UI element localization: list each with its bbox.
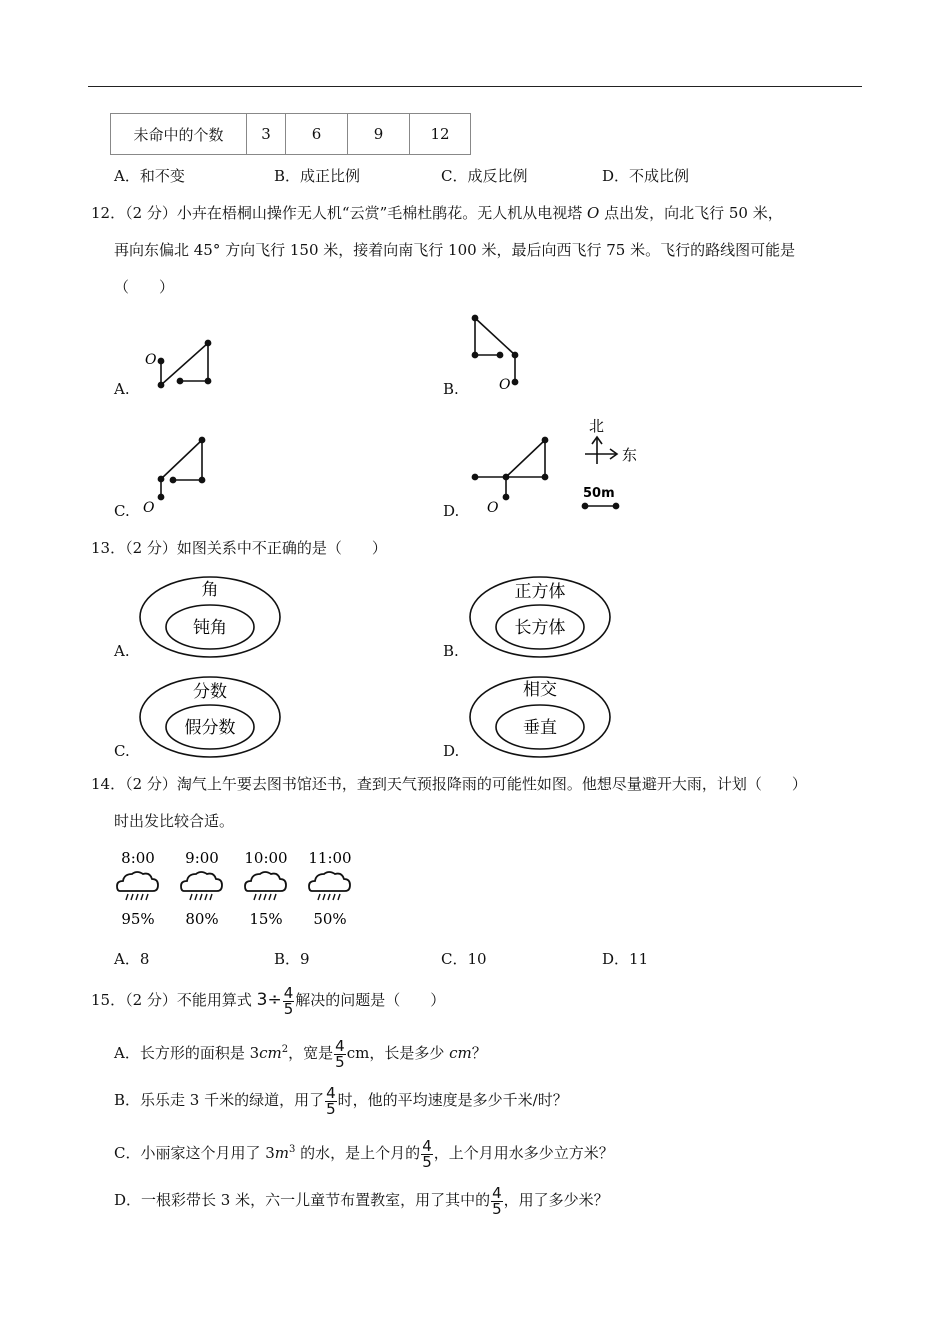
q13-option-d-label[interactable]: D.: [443, 742, 460, 760]
q11-option-b[interactable]: B．成正比例: [274, 167, 361, 185]
q15-option-c[interactable]: C．小丽家这个月用了 $3m^3$ 的水，是上个月的 $\frac{4}{5}$ ，上个月用水多少立方米？: [114, 1136, 614, 1171]
fraction: $\frac{4}{5}$: [492, 1183, 502, 1218]
rain-icon: [318, 894, 340, 900]
rain-forecast-item: [176, 848, 236, 933]
origin-label: O: [499, 377, 511, 393]
q12-stem-line2: 再向东偏北 45° 方向飞行 150 米，接着向南飞行 100 米，最后向西飞行 75 米。飞行的路线图可能是: [114, 241, 796, 259]
venn-diagram-b: [468, 575, 613, 660]
q14-stem-line2: 时出发比较合适。: [114, 812, 235, 830]
route-diagram-b: [465, 310, 545, 395]
missed-count-table: [110, 113, 471, 155]
forecast-time: 9:00: [185, 849, 219, 867]
q12-option-a-label[interactable]: A.: [114, 380, 130, 398]
q12-option-d-label[interactable]: D.: [443, 502, 460, 520]
q11-option-d[interactable]: D．不成比例: [602, 167, 690, 185]
fraction: $\frac{4}{5}$: [335, 1036, 345, 1071]
q12-stem-line3: （ ）: [114, 278, 175, 296]
cloud-icon: [117, 872, 158, 891]
q14-option-a[interactable]: A．8: [114, 950, 150, 968]
route-diagram-c: [140, 432, 220, 517]
table-header-cell: 未命中的个数: [111, 114, 247, 155]
rain-probability: 80%: [185, 910, 219, 928]
rain-probability: 15%: [249, 910, 283, 928]
venn-diagram-a: [138, 575, 283, 660]
forecast-time: 8:00: [121, 849, 155, 867]
outer-set-label: 正方体: [514, 582, 566, 602]
table-cell: 9: [348, 114, 410, 155]
fraction: $\frac{4}{5}$: [283, 983, 294, 1018]
table-cell: 12: [410, 114, 471, 155]
q13-stem: 13．（2 分）如图关系中不正确的是（ ）: [91, 539, 387, 557]
forecast-time: 10:00: [244, 849, 288, 867]
cloud-icon: [309, 872, 350, 891]
fraction: $\frac{4}{5}$: [326, 1083, 336, 1118]
inner-set-label: 长方体: [514, 618, 566, 638]
origin-label: O: [487, 500, 499, 516]
forecast-time: 11:00: [308, 849, 352, 867]
q14-stem-line1: 14．（2 分）淘气上午要去图书馆还书，查到天气预报降雨的可能性如图。他想尽量避开大雨，计划（ ）: [91, 775, 807, 793]
rain-forecast-item: [304, 848, 364, 933]
q13-option-b-label[interactable]: B.: [443, 642, 459, 660]
q15-option-d[interactable]: D．一根彩带长 3 米，六一儿童节布置教室，用了其中的 $\frac{4}{5}$ ，用了多少米？: [114, 1183, 609, 1218]
cloud-icon: [245, 872, 286, 891]
rain-forecast-item: [112, 848, 172, 933]
q13-option-a-label[interactable]: A.: [114, 642, 130, 660]
q12-stem-line1: 12．（2 分）小卉在梧桐山操作无人机“云赏”毛棉杜鹃花。无人机从电视塔 O 点出发，向北飞行 50 米，: [91, 204, 783, 222]
outer-set-label: 分数: [193, 682, 227, 702]
rain-probability: 50%: [313, 910, 347, 928]
table-cell: 6: [286, 114, 348, 155]
q11-option-c[interactable]: C．成反比例: [441, 167, 528, 185]
cloud-icon: [181, 872, 222, 891]
table-cell: 3: [247, 114, 286, 155]
q15-stem: 15．（2 分）不能用算式 3÷ $\frac{4}{5}$ 解决的问题是（ ）: [91, 983, 446, 1018]
rain-probability: 95%: [121, 910, 155, 928]
q14-option-c[interactable]: C．10: [441, 950, 487, 968]
rain-icon: [254, 894, 276, 900]
q12-option-b-label[interactable]: B.: [443, 380, 459, 398]
q15-option-a[interactable]: A．长方形的面积是 $3cm^2$，宽是 $\frac{4}{5}$ cm，长是多少 cm？: [114, 1036, 487, 1071]
route-diagram-a: [140, 338, 220, 398]
q14-option-b[interactable]: B．9: [274, 950, 310, 968]
table-row: [111, 114, 471, 155]
rain-icon: [190, 894, 212, 900]
q15-option-b[interactable]: B．乐乐走 3 千米的绿道，用了 $\frac{4}{5}$ 时，他的平均速度是多少千米/时？: [114, 1083, 568, 1118]
outer-set-label: 相交: [523, 680, 557, 700]
outer-set-label: 角: [201, 580, 219, 600]
rain-forecast-item: [240, 848, 300, 933]
header-rule: [88, 86, 862, 87]
q12-option-c-label[interactable]: C.: [114, 502, 130, 520]
inner-set-label: 垂直: [523, 718, 557, 738]
q13-option-c-label[interactable]: C.: [114, 742, 130, 760]
inner-set-label: 假分数: [184, 718, 236, 738]
q14-option-d[interactable]: D．11: [602, 950, 649, 968]
compass-legend: [575, 412, 650, 517]
fraction: $\frac{4}{5}$: [422, 1136, 432, 1171]
venn-diagram-c: [138, 675, 283, 760]
scale-label: 50m: [583, 486, 615, 501]
north-label: 北: [589, 417, 605, 435]
venn-diagram-d: [468, 675, 613, 760]
rain-icon: [126, 894, 148, 900]
route-diagram-d: [465, 432, 560, 517]
east-label: 东: [622, 446, 638, 464]
inner-set-label: 钝角: [193, 618, 227, 638]
origin-label: O: [145, 352, 157, 368]
origin-label: O: [143, 500, 155, 516]
q11-option-a[interactable]: A．和不变: [114, 167, 185, 185]
